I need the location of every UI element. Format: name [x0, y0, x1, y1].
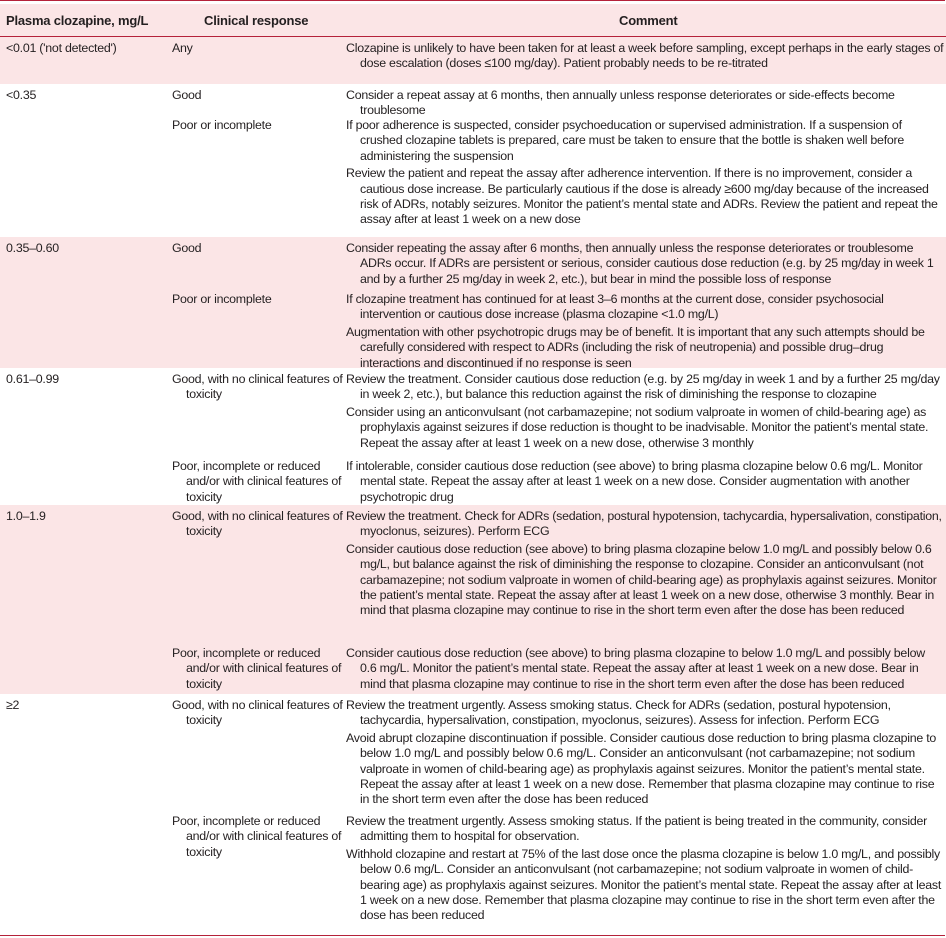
- comment-paragraph: If clozapine treatment has continued for at least 3–6 months at the current dose, consider psychosocial intervention or cautious dose increase (plasma clozapine <1.0 mg/L): [346, 292, 884, 322]
- comment-paragraph: Consider cautious dose reduction (see above) to bring plasma clozapine below 1.0 mg/L and possibly below 0.6 mg/L, but balance against the risk of diminishing the response to clozapine. Consider an anticonvulsant (not carbamazepine; not sodium valproate in women of child-bearing age) as prophylaxis against seizures. Monitor the patient’s mental state. Repeat the assay after at least 1 week on a new dose, otherwise 3 monthly. Bear in mind that plasma clozapine may continue to rise in the short term even after the dose has been reduced: [346, 541, 937, 618]
- comment-paragraph: Review the treatment urgently. Assess smoking status. Check for ADRs (sedation, postural hypotension, tachycardia, hypersalivation, constipation, myoclonus, seizures). Assess for infection. Perform ECG: [346, 698, 891, 728]
- table-row: [0, 455, 946, 505]
- comment-paragraph: Consider using an anticonvulsant (not carbamazepine; not sodium valproate in women of child-bearing age) as prophylaxis against seizures if dose reduction is thought to be inadvisable. Monitor the patient’s mental state. Repeat the assay after at least 1 week on a new dose, otherwise 3 monthly: [346, 404, 929, 450]
- response-cell: Poor, incomplete or reduced and/or with clinical features of toxicity: [172, 814, 342, 859]
- comment-paragraph: Consider repeating the assay after 6 months, then annually unless the response deteriorates or troublesome ADRs occur. If ADRs are persistent or serious, consider cautious dose reduction (e.g. by 25 mg/day in week 1 and by a further 25 mg/day in week 2, etc.), but bear in mind the possible loss of response: [346, 241, 934, 286]
- comment-cell: [346, 292, 944, 371]
- header-comment: Comment: [619, 13, 678, 28]
- table-row: [0, 37, 946, 84]
- table-row: [0, 810, 946, 935]
- response-cell: Good, with no clinical features of toxicity: [172, 698, 343, 728]
- concentration-cell: <0.01 ('not detected'): [6, 41, 117, 55]
- comment-paragraph: Consider cautious dose reduction (see above) to bring plasma clozapine to below 1.0 mg/L and possibly below 0.6 mg/L. Monitor the patient’s mental state. Repeat the assay after at least 1 week on a new dose. Bear in mind that plasma clozapine may continue to rise in the short term even after the dose has been reduced: [346, 646, 925, 691]
- table-row: [0, 237, 946, 288]
- header-response: Clinical response: [204, 13, 309, 28]
- table-row: [0, 642, 946, 694]
- header-concentration: Plasma clozapine, mg/L: [6, 13, 149, 28]
- response-cell: Poor or incomplete: [172, 292, 272, 306]
- concentration-cell: ≥2: [6, 698, 20, 712]
- comment-cell: [346, 646, 944, 692]
- response-cell: Poor or incomplete: [172, 118, 272, 132]
- table-row: [0, 505, 946, 642]
- response-cell: Good, with no clinical features of toxicity: [172, 372, 343, 402]
- comment-cell: [346, 509, 944, 619]
- concentration-cell: 0.61–0.99: [6, 372, 59, 386]
- comment-paragraph: Augmentation with other psychotropic drugs may be of benefit. It is important that any such attempts should be carefully considered with respect to ADRs (including the risk of neutropenia) and possible drug–drug interactions and discontinued if no response is seen: [346, 324, 925, 370]
- comment-paragraph: Withhold clozapine and restart at 75% of the last dose once the plasma clozapine is below 1.0 mg/L, and possibly below 0.6 mg/L. Consider an anticonvulsant (not carbamazepine; not sodium valproate in women of child-bearing age) as prophylaxis against seizures. Monitor the patient’s mental state. Repeat the assay after at least 1 week on a new dose. Remember that plasma clozapine may continue to rise in the short term even after the dose has been reduced: [346, 846, 942, 923]
- response-cell: Any: [172, 41, 193, 55]
- table-row: [0, 368, 946, 455]
- concentration-cell: <0.35: [6, 88, 37, 102]
- response-cell: Good: [172, 241, 202, 255]
- table-row: [0, 114, 946, 237]
- comment-cell: [346, 459, 944, 505]
- table-row: [0, 84, 946, 118]
- comment-paragraph: Consider a repeat assay at 6 months, then annually unless response deteriorates or side-effects become troublesome: [346, 88, 895, 118]
- response-cell: Good, with no clinical features of toxicity: [172, 509, 343, 539]
- concentration-cell: 0.35–0.60: [6, 241, 59, 255]
- concentration-cell: 1.0–1.9: [6, 509, 46, 523]
- comment-cell: [346, 41, 944, 72]
- comment-paragraph: If intolerable, consider cautious dose reduction (see above) to bring plasma clozapine below 0.6 mg/L. Monitor mental state. Repeat the assay after at least 1 week on a new dose. Consider augmentation with another psychotropic drug: [346, 459, 923, 504]
- comment-paragraph: Avoid abrupt clozapine discontinuation if possible. Consider cautious dose reduction to bring plasma clozapine to below 1.0 mg/L and possibly below 0.6 mg/L. Consider an anticonvulsant (not carbamazepine; not sodium valproate in women of child-bearing age) as prophylaxis against seizures. Monitor the patient’s mental state. Repeat the assay after at least 1 week on a new dose. Remember that plasma clozapine may continue to rise in the short term even after the dose has been reduced: [346, 730, 937, 807]
- table-header: [0, 4, 946, 36]
- table-row: [0, 694, 946, 810]
- comment-paragraph: Review the patient and repeat the assay after adherence intervention. If there is no improvement, consider a cautious dose increase. Be particularly cautious if the dose is already ≥600 mg/day because of the increased risk of ADRs, notably seizures. Monitor the patient’s mental state and ADRs. Review the patient and repeat the assay after at least 1 week on a new dose: [346, 166, 938, 227]
- comment-paragraph: Clozapine is unlikely to have been taken for at least a week before sampling, except perhaps in the early stages of dose escalation (doses ≤100 mg/day). Patient probably needs to be re-titrated: [346, 41, 944, 71]
- comment-cell: [346, 118, 944, 228]
- comment-cell: [346, 698, 944, 808]
- comment-cell: [346, 241, 944, 287]
- comment-paragraph: If poor adherence is suspected, consider psychoeducation or supervised administration. If a suspension of crushed clozapine tablets is prepared, care must be taken to ensure that the bottle is shaken well before administering the suspension: [346, 118, 905, 163]
- comment-paragraph: Review the treatment urgently. Assess smoking status. If the patient is being treated in the community, consider admitting them to hospital for observation.: [346, 814, 928, 844]
- comment-cell: [346, 372, 944, 451]
- table-row: [0, 288, 946, 368]
- comment-cell: [346, 814, 944, 924]
- response-cell: Good: [172, 88, 202, 102]
- comment-paragraph: Review the treatment. Check for ADRs (sedation, postural hypotension, tachycardia, hypersalivation, constipation, myoclonus, seizures). Perform ECG: [346, 509, 942, 539]
- comment-paragraph: Review the treatment. Consider cautious dose reduction (e.g. by 25 mg/day in week 1 and by a further 25 mg/day in week 2, etc.), but balance this reduction against the risk of diminishing the response to clozapine: [346, 372, 940, 402]
- response-cell: Poor, incomplete or reduced and/or with clinical features of toxicity: [172, 459, 342, 504]
- response-cell: Poor, incomplete or reduced and/or with clinical features of toxicity: [172, 646, 342, 691]
